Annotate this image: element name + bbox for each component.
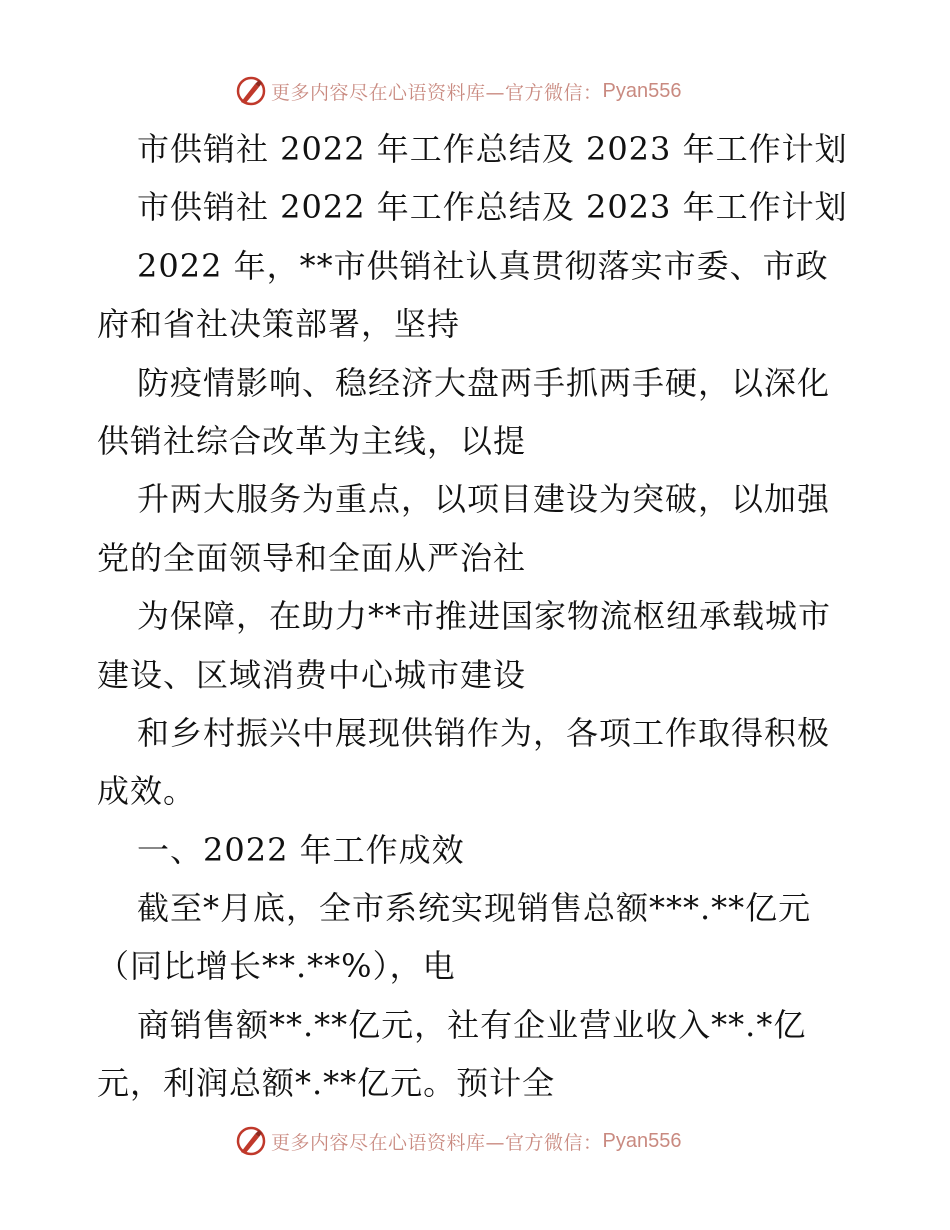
watermark-text: 更多内容尽在心语资料库—官方微信： bbox=[271, 81, 603, 104]
document-line: 元，利润总额*.**亿元。预计全 bbox=[97, 1064, 556, 1103]
document-line: 截至*月底，全市系统实现销售总额***.**亿元 bbox=[137, 889, 812, 928]
document-line: 和乡村振兴中展现供销作为，各项工作取得积极 bbox=[137, 713, 831, 752]
document-line: 市供销社 2022 年工作总结及 2023 年工作计划 bbox=[137, 188, 848, 227]
watermark-wechat-id: Pyan556 bbox=[602, 79, 682, 102]
document-line: 为保障，在助力**市推进国家物流枢纽承载城市 bbox=[137, 597, 832, 636]
pen-logo-icon bbox=[235, 75, 267, 107]
document-line: 府和省社决策部署，坚持 bbox=[97, 305, 461, 344]
document-line: 防疫情影响、稳经济大盘两手抓两手硬，以深化 bbox=[137, 363, 831, 402]
document-line: （同比增长**.**%），电 bbox=[97, 947, 456, 986]
document-body bbox=[97, 120, 857, 1113]
document-line: 商销售额**.**亿元，社有企业营业收入**.*亿 bbox=[137, 1005, 807, 1044]
document-line: 成效。 bbox=[97, 772, 197, 811]
document-line: 市供销社 2022 年工作总结及 2023 年工作计划 bbox=[137, 130, 848, 168]
document-line: 升两大服务为重点，以项目建设为突破，以加强 bbox=[137, 480, 831, 519]
watermark-wechat-id: Pyan556 bbox=[602, 1129, 682, 1152]
section-heading: 一、2022 年工作成效 bbox=[137, 830, 465, 869]
footer-watermark bbox=[235, 1124, 681, 1158]
watermark-text: 更多内容尽在心语资料库—官方微信： bbox=[271, 1131, 603, 1154]
pen-logo-icon bbox=[235, 1125, 267, 1157]
document-line: 党的全面领导和全面从严治社 bbox=[97, 538, 527, 577]
document-line: 2022 年，**市供销社认真贯彻落实市委、市政 bbox=[137, 246, 829, 285]
header-watermark bbox=[235, 74, 681, 108]
document-line: 建设、区域消费中心城市建设 bbox=[97, 655, 527, 694]
document-line: 供销社综合改革为主线，以提 bbox=[97, 421, 527, 460]
